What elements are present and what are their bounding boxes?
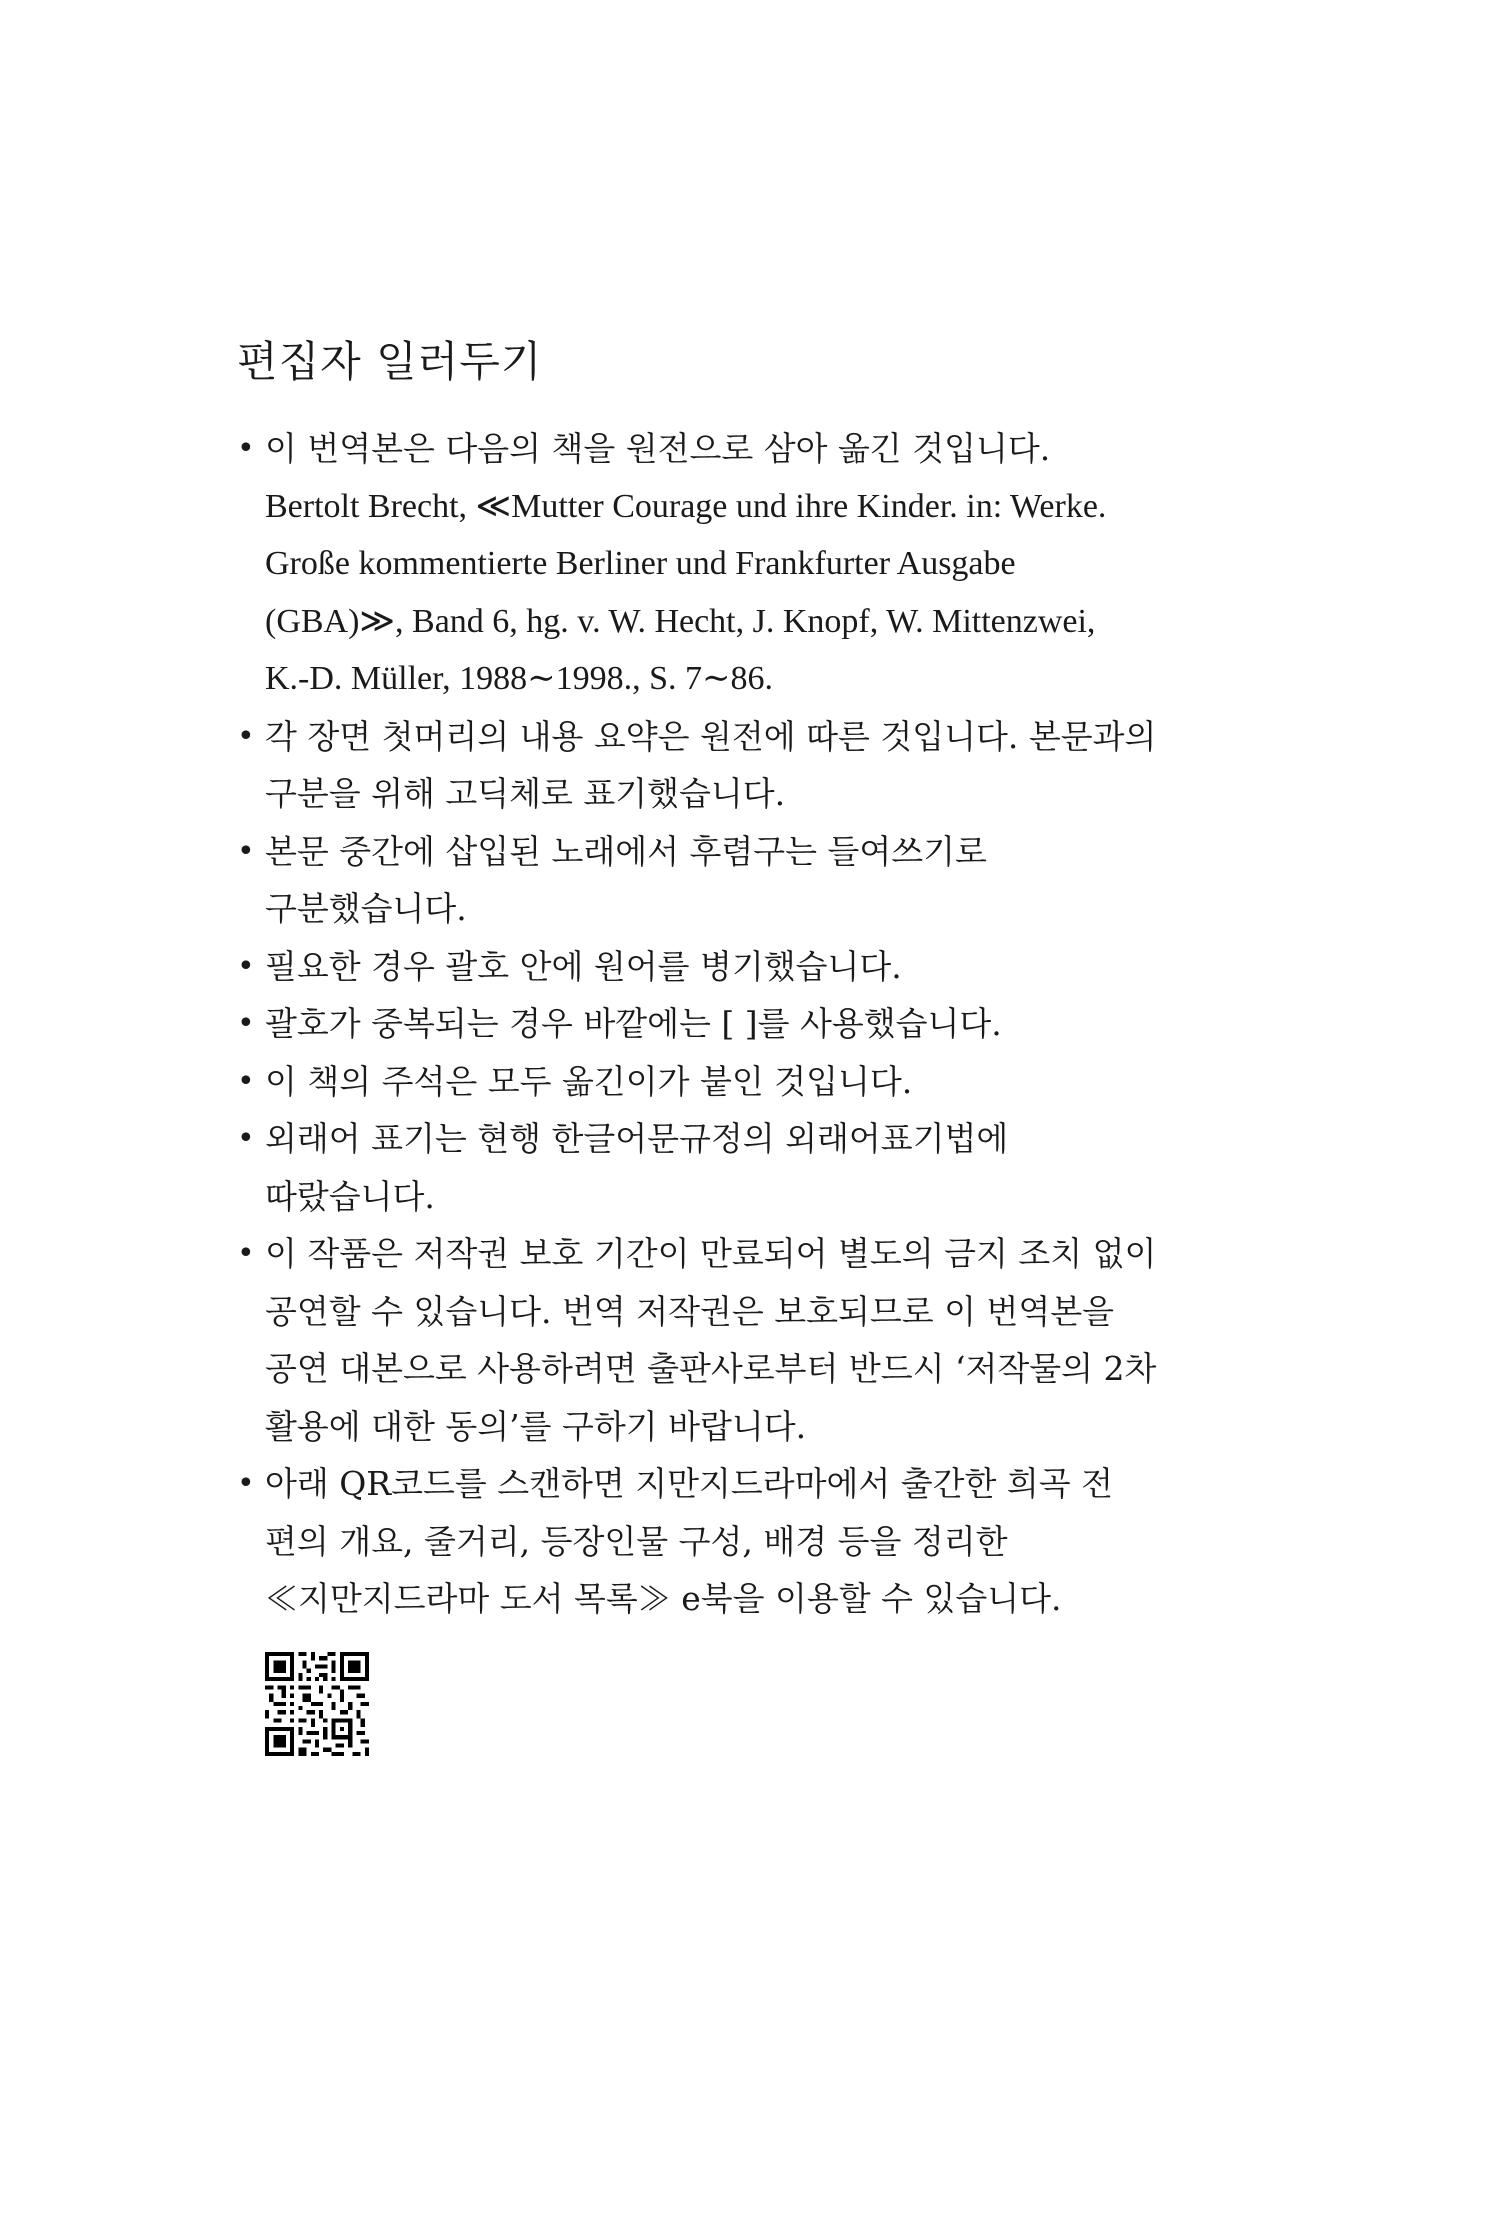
note-line: 외래어 표기는 현행 한글어문규정의 외래어표기법에 <box>265 1119 1009 1158</box>
note-item-7 <box>237 1110 1297 1225</box>
note-line: 편의 개요, 줄거리, 등장인물 구성, 배경 등을 정리한 <box>265 1521 1008 1561</box>
page-title: 편집자 일러두기 <box>237 337 543 386</box>
bullet: • <box>237 833 255 869</box>
note-item-9 <box>237 1455 1297 1628</box>
note-line: 이 작품은 저작권 보호 기간이 만료되어 별도의 금지 조치 없이 <box>265 1234 1157 1273</box>
note-item-8 <box>237 1225 1297 1455</box>
qr-code-icon[interactable] <box>265 1652 369 1756</box>
bullet: • <box>237 1063 255 1099</box>
note-line: 구분했습니다. <box>265 889 467 928</box>
note-line: Bertolt Brecht, ≪Mutter Courage und ihre Kinder. in: Werke. <box>265 487 1107 525</box>
note-line: 구분을 위해 고딕체로 표기했습니다. <box>265 774 786 813</box>
note-line: K.-D. Müller, 1988∼1998., S. 7∼86. <box>265 660 773 697</box>
note-line: 본문 중간에 삽입된 노래에서 후렴구는 들여쓰기로 <box>265 831 987 871</box>
note-item-6 <box>237 1053 1297 1111</box>
note-line: 필요한 경우 괄호 안에 원어를 병기했습니다. <box>265 946 902 986</box>
bullet: • <box>237 1121 255 1156</box>
note-line: 따랐습니다. <box>265 1176 435 1216</box>
note-line: 공연 대본으로 사용하려면 출판사로부터 반드시 ‘저작물의 2차 <box>265 1349 1157 1388</box>
note-item-2 <box>237 708 1297 823</box>
editor-notes-list <box>237 420 1297 1628</box>
note-line: ≪지만지드라마 도서 목록≫ e북을 이용할 수 있습니다. <box>265 1579 1062 1618</box>
note-line: 이 번역본은 다음의 책을 원전으로 삼아 옮긴 것입니다. <box>265 429 1051 468</box>
bullet: • <box>237 948 255 984</box>
note-line: 공연할 수 있습니다. 번역 저작권은 보호되므로 이 번역본을 <box>265 1291 1114 1331</box>
bullet: • <box>237 431 255 466</box>
note-line: 아래 QR코드를 스캔하면 지만지드라마에서 출간한 희곡 전 <box>265 1464 1114 1503</box>
note-line: 각 장면 첫머리의 내용 요약은 원전에 따른 것입니다. 본문과의 <box>265 716 1157 756</box>
note-line: 이 책의 주석은 모두 옮긴이가 붙인 것입니다. <box>265 1061 913 1101</box>
bullet: • <box>237 1236 255 1271</box>
bullet: • <box>237 1466 255 1501</box>
note-line: 괄호가 중복되는 경우 바깥에는 [ ]를 사용했습니다. <box>265 1004 1002 1043</box>
note-item-1 <box>237 420 1297 708</box>
note-line: 활용에 대한 동의’를 구하기 바랍니다. <box>265 1406 807 1446</box>
bullet: • <box>237 718 255 754</box>
note-item-3 <box>237 823 1297 938</box>
bullet: • <box>237 1006 255 1041</box>
note-item-4 <box>237 938 1297 996</box>
note-line: Große kommentierte Berliner und Frankfurter Ausgabe <box>265 545 1016 582</box>
note-line: (GBA)≫, Band 6, hg. v. W. Hecht, J. Knopf, W. Mittenzwei, <box>265 602 1096 640</box>
note-item-5 <box>237 995 1297 1053</box>
